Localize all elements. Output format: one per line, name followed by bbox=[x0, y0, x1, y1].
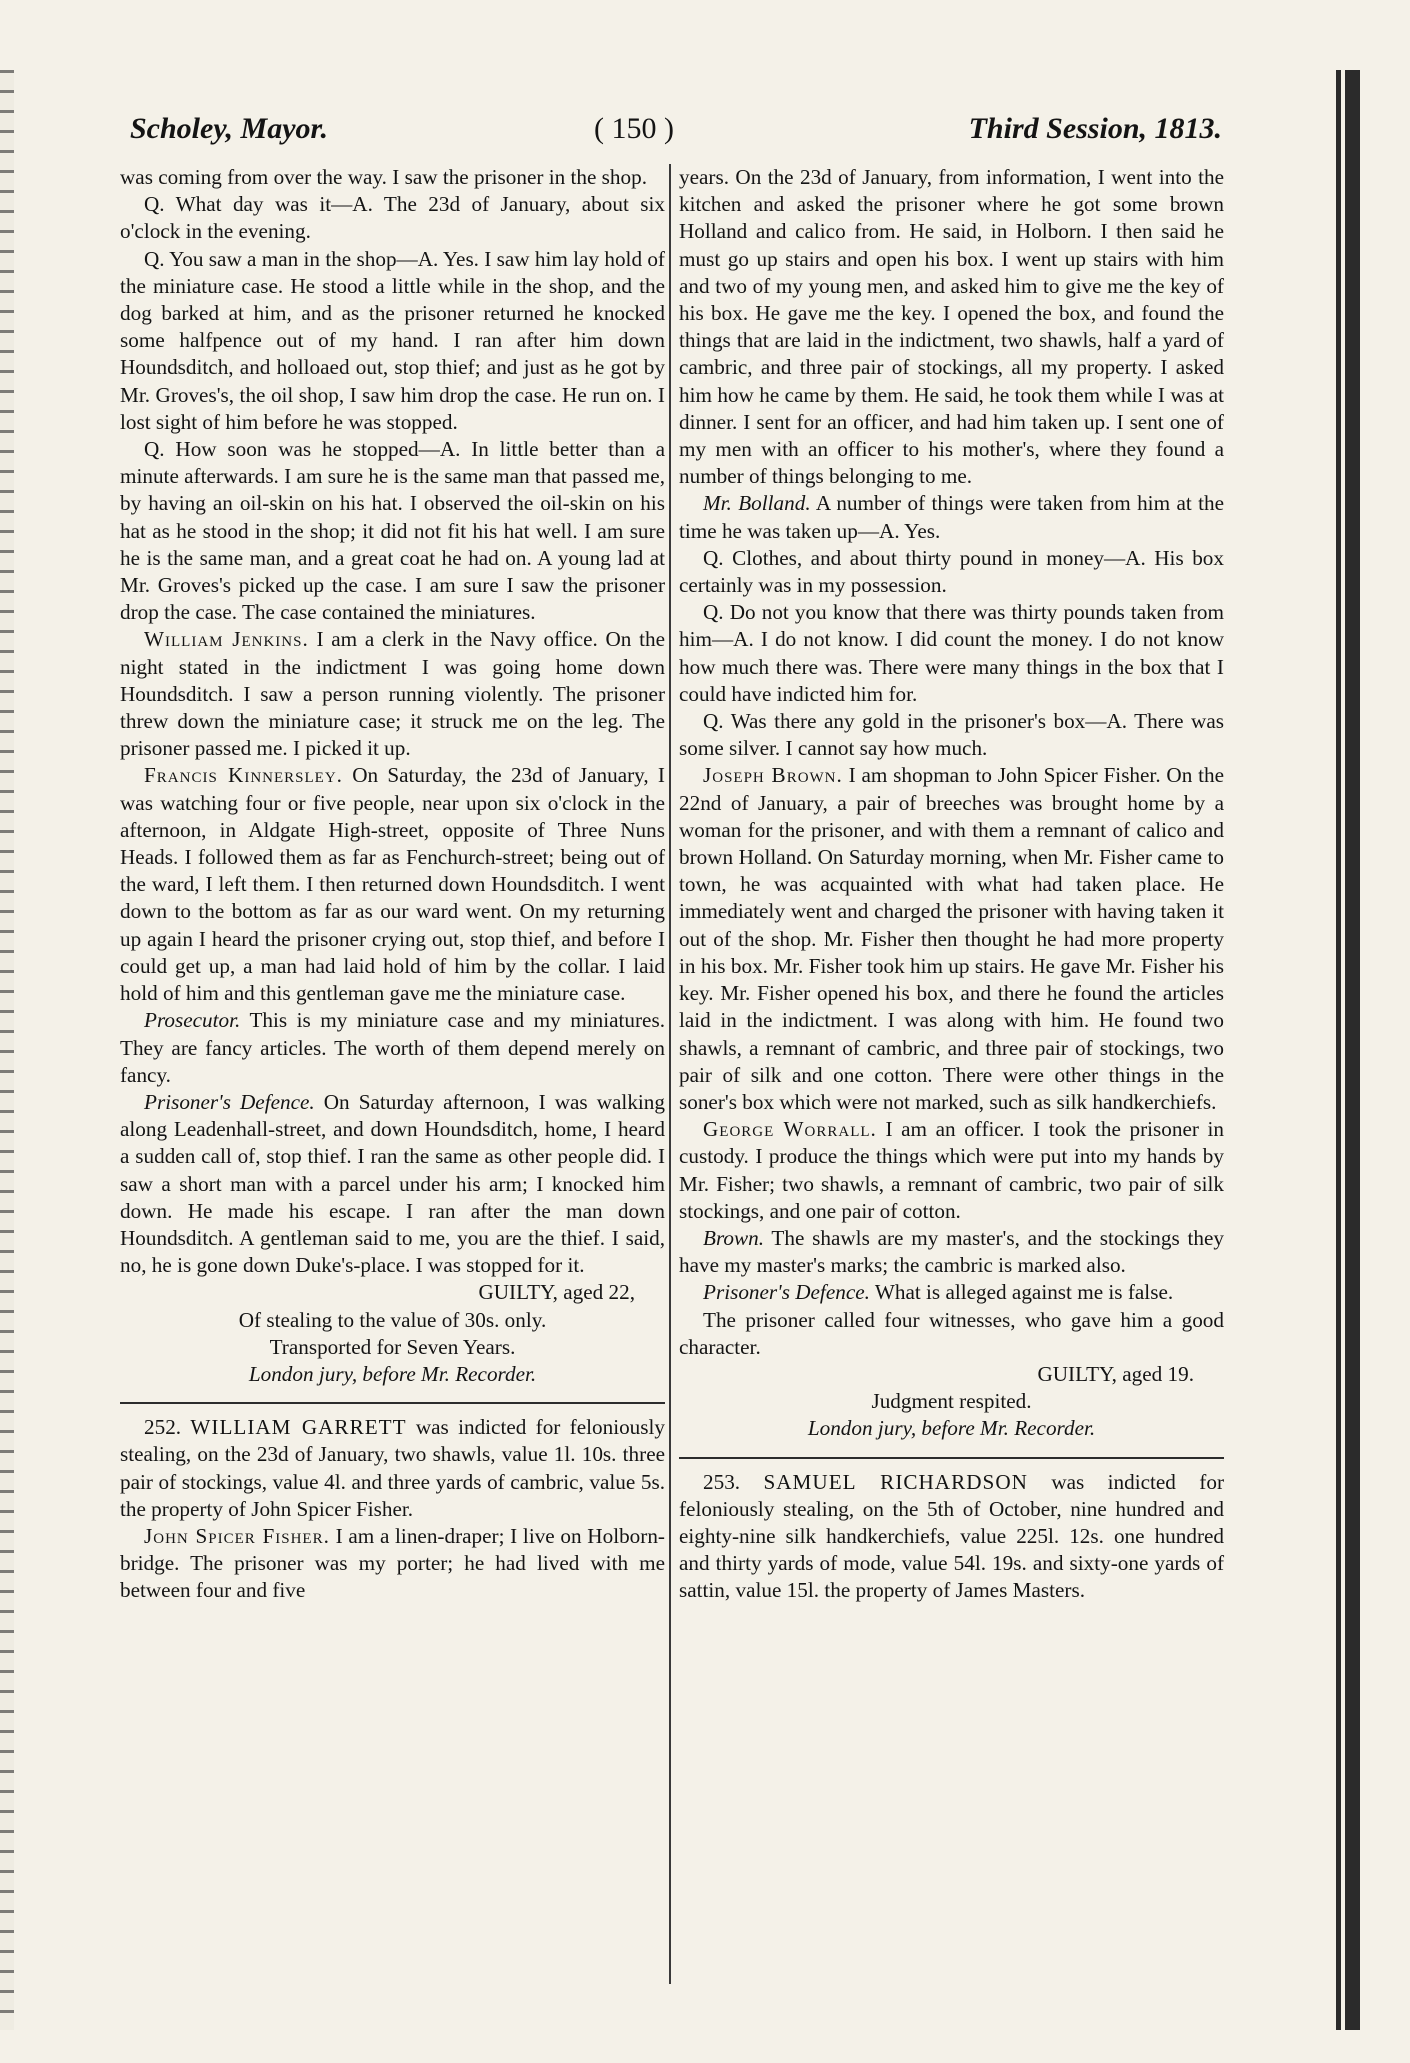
testimony-paragraph bbox=[120, 626, 665, 762]
testimony-paragraph bbox=[120, 1523, 665, 1605]
page-edge-shadow-left bbox=[0, 70, 14, 2030]
witness-name: John Spicer Fisher. bbox=[144, 1523, 330, 1548]
witness-name: Francis Kinnersley. bbox=[144, 763, 343, 788]
paragraph: Q. Was there any gold in the prisoner's box—A. There was some silver. I cannot say how much. bbox=[679, 709, 1224, 761]
speaker-label: Brown. bbox=[703, 1225, 765, 1250]
speaker-label: Prosecutor. bbox=[144, 1008, 241, 1033]
testimony-paragraph bbox=[120, 762, 665, 1007]
case-number: 252. bbox=[144, 1415, 182, 1440]
testimony-paragraph bbox=[679, 490, 1224, 544]
testimony-paragraph bbox=[679, 1279, 1224, 1306]
paragraph: Q. How soon was he stopped—A. In little better than a minute afterwards. I am sure he is the same man that passed me, by having an oil-skin on his hat. I observed the oil-skin on his hat as he stood in the shop; it did not fit his hat well. I am sure he is the same man, and a great coat he had on. A young lad at Mr. Groves's picked up the case. I am sure I saw the prisoner drop the case. The case contained the miniatures. bbox=[120, 437, 665, 625]
sentence-line: Transported for Seven Years. bbox=[269, 1334, 516, 1359]
testimony-text: I am a clerk in the Navy office. On the night stated in the indictment I was going home down Houndsditch. I saw a person running violently. The prisoner threw down the miniature case; it struck me on the leg. The prisoner passed me. I picked it up. bbox=[120, 627, 665, 761]
header-session: Third Session, 1813. bbox=[968, 112, 1222, 145]
speaker-label: Prisoner's Defence. bbox=[703, 1280, 870, 1305]
paragraph: years. On the 23d of January, from information, I went into the kitchen and asked the prisoner where he got some brown Holland and calico from. He said, in Holborn. I then said he must go up stairs and open his box. I went up stairs with him and two of my young men, and asked him to give me the key of his box. He gave me the key. I opened the box, and found the things that are laid in the indictment, two shawls, half a yard of cambric, and three pair of stockings, all my property. I asked him how he came by them. He said, he took them while I was at dinner. I sent for an officer, and had him taken up. I sent one of my men with an officer to his mother's, where they found a number of things belonging to me. bbox=[679, 165, 1224, 489]
testimony-text: What is alleged against me is false. bbox=[869, 1280, 1174, 1305]
running-header bbox=[124, 112, 1222, 158]
verdict: GUILTY, aged 19. bbox=[1037, 1361, 1194, 1386]
jury-line: London jury, before Mr. Recorder. bbox=[807, 1416, 1096, 1441]
paragraph: The prisoner called four witnesses, who gave him a good character. bbox=[679, 1307, 1224, 1359]
paragraph: Q. You saw a man in the shop—A. Yes. I saw him lay hold of the miniature case. He stood a little while in the shop, and the dog barked at him, and as the prisoner returned he knocked some halfpence out of my hand. I ran after him down Houndsditch, and holloaed out, stop thief; and just as he got by Mr. Groves's, the oil shop, I saw him drop the case. He run on. I lost sight of him before he was stopped. bbox=[120, 246, 665, 434]
witness-name: Joseph Brown. bbox=[703, 763, 843, 788]
testimony-text: A number of things were taken from him at the time he was taken up—A. Yes. bbox=[679, 491, 1225, 543]
testimony-paragraph bbox=[120, 1089, 665, 1279]
case-separator bbox=[679, 1457, 1224, 1459]
testimony-text: The shawls are my master's, and the stockings they have my master's marks; the cambric is marked also. bbox=[679, 1225, 1224, 1278]
paragraph: Q. Do not you know that there was thirty pounds taken from him—A. I do not know. I did count the money. I do not know how much there was. There were many things in the box that I could have indicted him for. bbox=[679, 600, 1224, 706]
speaker-label: Prisoner's Defence. bbox=[144, 1089, 315, 1114]
testimony-text: I am a linen-draper; I live on Holborn-bridge. The prisoner was my porter; he had lived with me between four and five bbox=[120, 1523, 665, 1603]
speaker-label: Mr. Bolland. bbox=[703, 491, 811, 516]
right-column bbox=[679, 164, 1224, 1605]
sentence-line: Judgment respited. bbox=[871, 1389, 1032, 1414]
testimony-text: On Saturday afternoon, I was walking along Leadenhall-street, and down Houndsditch, home, I heard a sudden call of, stop thief. I ran the same as other people did. I saw a short man with a parcel under his arm; I knocked him down. He made his escape. I ran after the man down Houndsditch. A gentleman said to me, you are the thief. I said, no, he is gone down Duke's-place. I was stopped for it. bbox=[120, 1089, 665, 1278]
witness-name: George Worrall. bbox=[703, 1117, 877, 1142]
verdict: GUILTY, aged 22, bbox=[478, 1280, 635, 1305]
header-mayor: Scholey, Mayor. bbox=[130, 112, 329, 145]
page-edge-binding-right bbox=[1336, 70, 1360, 2030]
testimony-paragraph bbox=[120, 1007, 665, 1089]
testimony-paragraph bbox=[679, 762, 1224, 1116]
witness-name: William Jenkins. bbox=[144, 627, 309, 652]
testimony-text: I am an officer. I took the prisoner in custody. I produce the things which were put into my hands by Mr. Fisher; two shawls, a remnant of cambric, two pair of silk stockings, and one pair of cotton. bbox=[679, 1117, 1224, 1223]
indictment-text: was indicted for feloniously stealing, on the 23d of January, two shawls, value 1l. 10s. three pair of stockings, value 4l. and three yards of cambric, value 5s. the property of John Spicer Fisher. bbox=[120, 1415, 665, 1521]
paragraph: Q. What day was it—A. The 23d of January, about six o'clock in the evening. bbox=[120, 192, 665, 244]
case-heading bbox=[679, 1469, 1224, 1605]
jury-line: London jury, before Mr. Recorder. bbox=[248, 1361, 537, 1386]
testimony-text: On Saturday, the 23d of January, I was watching four or five people, near upon six o'clock in the afternoon, in Aldgate High-street, opposite of Three Nuns Heads. I followed them as far as Fenchurch-street; being out of the ward, I left them. I then returned down Houndsditch. I went down to the bottom as far as our ward went. On my returning up again I heard the prisoner crying out, stop thief, and before I could get up, a man had laid hold of him by the collar. I laid hold of him and this gentleman gave me the miniature case. bbox=[120, 763, 665, 1006]
testimony-paragraph bbox=[679, 1225, 1224, 1279]
testimony-paragraph bbox=[679, 1116, 1224, 1225]
column-divider bbox=[669, 164, 671, 1984]
paragraph: was coming from over the way. I saw the prisoner in the shop. bbox=[120, 165, 648, 189]
indictment-text: was indicted for feloniously stealing, on the 5th of October, nine hundred and eighty-nine silk handkerchiefs, value 225l. 12s. one hundred and thirty yards of mode, value 54l. 19s. and sixty-one yards of sattin, value 15l. the property of James Masters. bbox=[679, 1469, 1224, 1603]
defendant-name: SAMUEL RICHARDSON bbox=[763, 1469, 1028, 1494]
testimony-text: I am shopman to John Spicer Fisher. On the 22nd of January, a pair of breeches was brought home by a woman for the prisoner, and with them a remnant of calico and brown Holland. On Saturday morning, when Mr. Fisher came to town, he was acquainted with what had taken place. He immediately went and charged the prisoner with having taken it out of the shop. Mr. Fisher then thought he had more property in his box. Mr. Fisher took him up stairs. He gave Mr. Fisher his key. Mr. Fisher opened his box, and there he found the articles laid in the indictment. I was along with him. He found two shawls, a remnant of cambric, and three pair of stockings, two pair of silk and one cotton. There were other things in the soner's box which were not marked, such as silk handkerchiefs. bbox=[679, 763, 1224, 1114]
testimony-text: This is my miniature case and my miniatures. They are fancy articles. The worth of them depend merely on fancy. bbox=[120, 1008, 665, 1087]
defendant-name: WILLIAM GARRETT bbox=[190, 1415, 407, 1440]
page-number: ( 150 ) bbox=[594, 112, 674, 145]
case-heading bbox=[120, 1414, 665, 1523]
case-number: 253. bbox=[703, 1469, 741, 1494]
sentence-line: Of stealing to the value of 30s. only. bbox=[238, 1307, 547, 1332]
paragraph: Q. Clothes, and about thirty pound in money—A. His box certainly was in my possession. bbox=[679, 545, 1224, 598]
left-column bbox=[120, 164, 665, 1605]
case-separator bbox=[120, 1402, 665, 1404]
